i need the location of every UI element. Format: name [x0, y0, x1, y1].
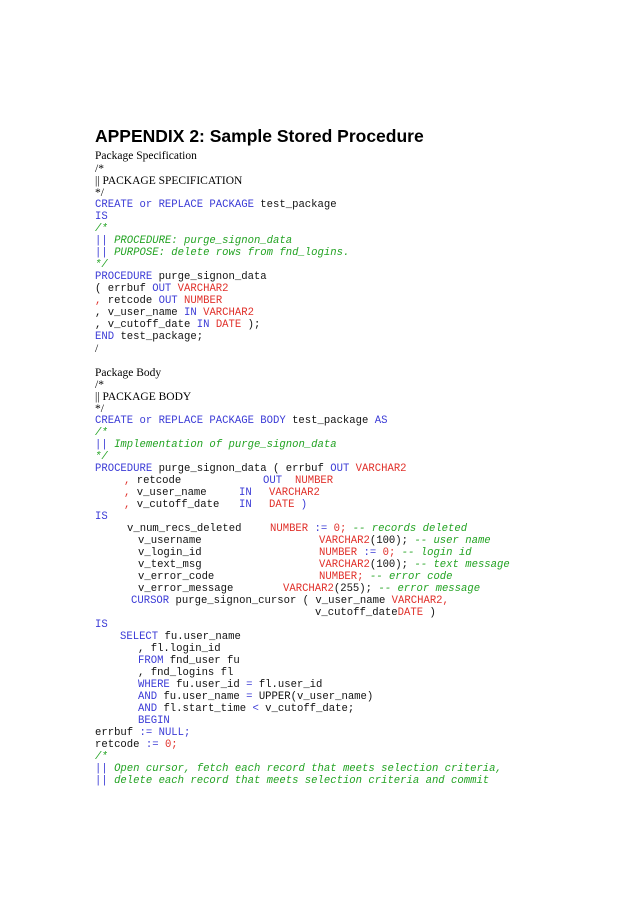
body-code-line: /* [95, 751, 108, 763]
decl-line: NUMBER := 0; -- login id [319, 547, 472, 559]
spec-code-line: || PROCEDURE: purge_signon_data [95, 235, 293, 247]
body-code-line: || delete each record that meets selection criteria and commit [95, 775, 490, 787]
decl-line: v_username [138, 535, 202, 547]
select-line: BEGIN [138, 715, 170, 727]
body-comment-open: /* [95, 379, 104, 391]
spec-comment-text: || PACKAGE SPECIFICATION [95, 175, 243, 187]
spec-code-line: , v_cutoff_date IN DATE ); [95, 319, 261, 331]
spec-heading: Package Specification [95, 150, 197, 162]
body-comment-text: || PACKAGE BODY [95, 391, 192, 403]
spec-code-line: ( errbuf OUT VARCHAR2 [95, 283, 229, 295]
body-code-line: DATE ) [269, 499, 308, 511]
body-code-line: IS [95, 619, 108, 631]
body-code-line: || Open cursor, fetch each record that meets selection criteria, [95, 763, 502, 775]
body-code-line: errbuf := NULL; [95, 727, 191, 739]
decl-line: VARCHAR2(255); -- error message [283, 583, 481, 595]
body-heading: Package Body [95, 367, 162, 379]
spec-comment-close: */ [95, 187, 104, 199]
decl-line: v_error_message [138, 583, 234, 595]
spec-code-line: CREATE or REPLACE PACKAGE test_package [95, 199, 337, 211]
appendix-title: APPENDIX 2: Sample Stored Procedure [95, 126, 424, 146]
spec-code-line: IS [95, 211, 108, 223]
body-code-line: */ [95, 451, 108, 463]
decl-line: v_login_id [138, 547, 202, 559]
spec-code-line: , retcode OUT NUMBER [95, 295, 223, 307]
decl-line: v_text_msg [138, 559, 202, 571]
body-code-line: IS [95, 511, 108, 523]
body-code-line: NUMBER [295, 475, 334, 487]
select-line: , fnd_logins fl [138, 667, 234, 679]
spec-code-line: || PURPOSE: delete rows from fnd_logins. [95, 247, 350, 259]
spec-code-line: */ [95, 259, 108, 271]
decl-line: v_num_recs_deleted [127, 523, 242, 535]
cursor-line: CURSOR purge_signon_cursor ( v_user_name VARCHAR2, [131, 595, 449, 607]
spec-code-line: END test_package; [95, 331, 204, 343]
body-code-line: /* [95, 427, 108, 439]
body-comment-close: */ [95, 403, 104, 415]
select-line: AND fu.user_name = UPPER(v_user_name) [138, 691, 374, 703]
body-code-line: CREATE or REPLACE PACKAGE BODY test_package AS [95, 415, 388, 427]
decl-line: VARCHAR2(100); -- text message [319, 559, 510, 571]
decl-line: NUMBER; -- error code [319, 571, 453, 583]
body-code-line: retcode := 0; [95, 739, 178, 751]
body-code-line: PROCEDURE purge_signon_data ( errbuf OUT VARCHAR2 [95, 463, 407, 475]
spec-comment-open: /* [95, 163, 104, 175]
body-code-line: || Implementation of purge_signon_data [95, 439, 337, 451]
spec-code-line: /* [95, 223, 108, 235]
spec-code-line: , v_user_name IN VARCHAR2 [95, 307, 254, 319]
select-line: WHERE fu.user_id = fl.user_id [138, 679, 323, 691]
body-code-line: IN [239, 499, 252, 511]
body-code-line: , v_cutoff_date [124, 499, 220, 511]
select-line: SELECT fu.user_name [120, 631, 241, 643]
spec-code-line: PROCEDURE purge_signon_data [95, 271, 267, 283]
select-line: FROM fnd_user fu [138, 655, 240, 667]
spec-slash: / [95, 343, 99, 355]
decl-line: v_error_code [138, 571, 215, 583]
cursor-line: v_cutoff_dateDATE ) [315, 607, 436, 619]
select-line: , fl.login_id [138, 643, 221, 655]
decl-line: VARCHAR2(100); -- user name [319, 535, 491, 547]
body-code-line: , v_user_name [124, 487, 207, 499]
body-code-line: VARCHAR2 [269, 487, 320, 499]
select-line: AND fl.start_time < v_cutoff_date; [138, 703, 355, 715]
decl-line: NUMBER := 0; -- records deleted [270, 523, 468, 535]
body-code-line: , retcode [124, 475, 182, 487]
body-code-line: IN [239, 487, 252, 499]
body-code-line: OUT [263, 475, 283, 487]
